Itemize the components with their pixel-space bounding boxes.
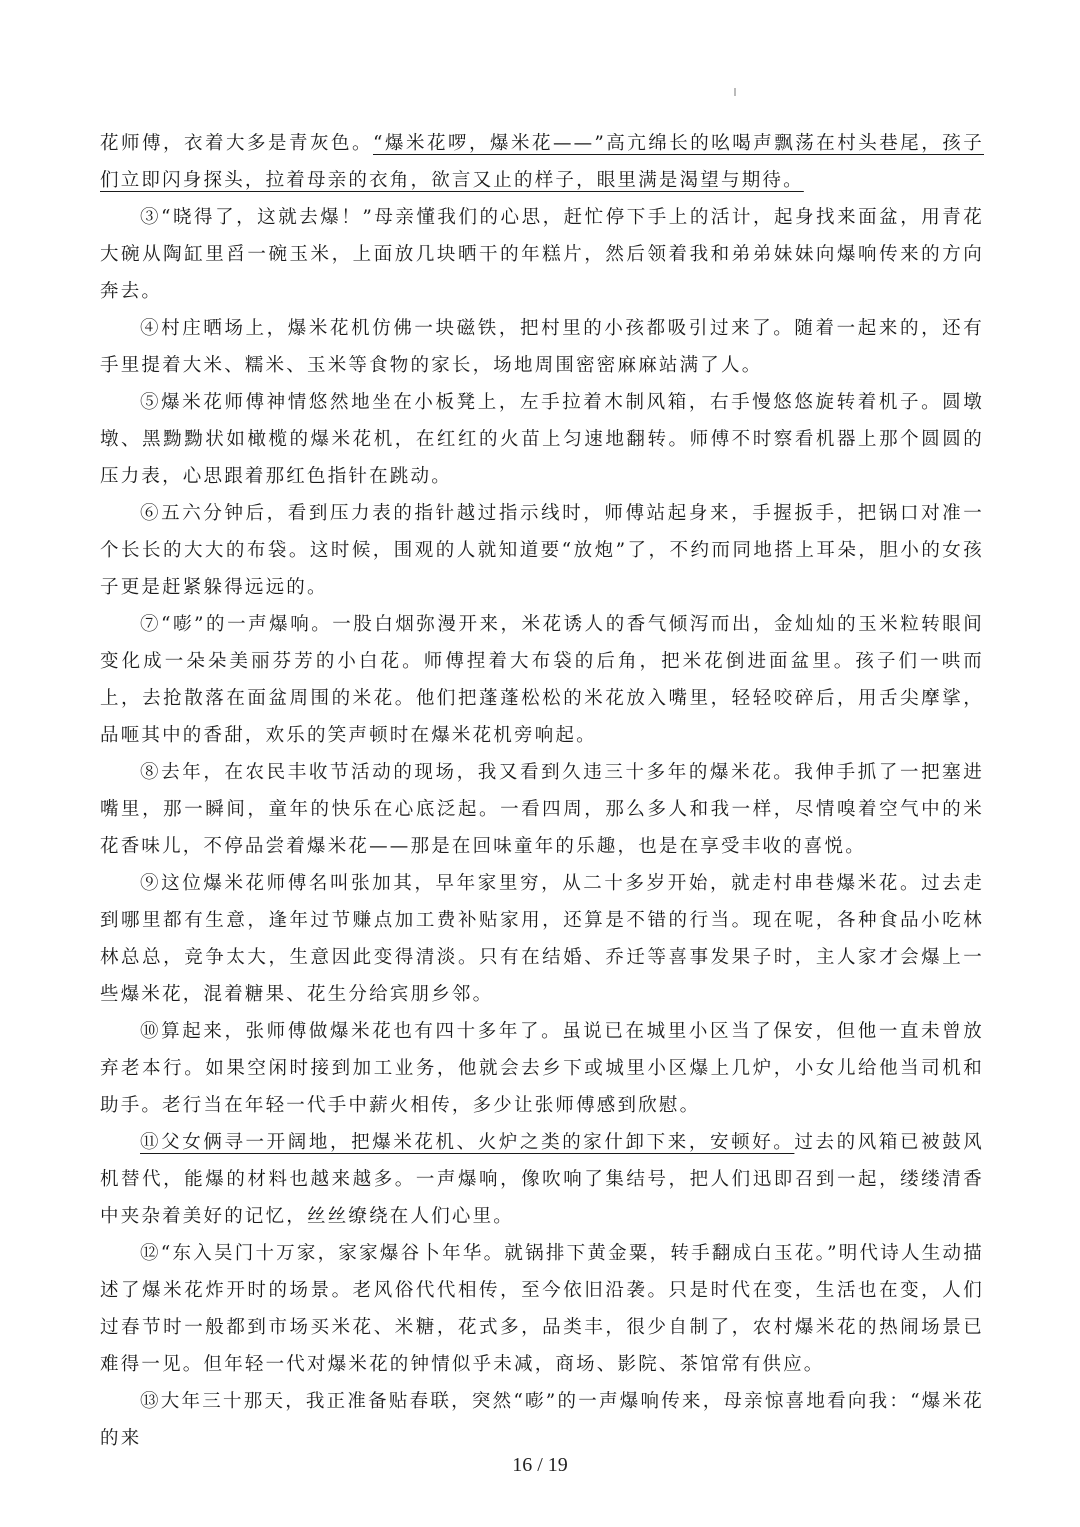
paragraph-p6 — [100, 495, 984, 606]
page-number: 16 / 19 — [512, 1454, 568, 1476]
paragraph-p7 — [100, 606, 984, 754]
paragraph-text: ⑦“嘭”的一声爆响。一股白烟弥漫开来，米花诱人的香气倾泻而出，金灿灿的玉米粒转眼间变化成一朵朵美丽芬芳的小白花。师傅捏着大布袋的后角，把米花倒进面盆里。孩子们一哄而上，去抢散落在面盆周围的米花。他们把蓬蓬松松的米花放入嘴里，轻轻咬碎后，用舌尖摩挲，品咂其中的香甜，欢乐的笑声顿时在爆米花机旁响起。 — [100, 614, 984, 746]
paragraph-p13-head — [100, 1383, 984, 1457]
paragraph-text: ⑤爆米花师傅神情悠然地坐在小板凳上，左手拉着木制风箱，右手慢悠悠旋转着机子。圆墩墩、黑黝黝状如橄榄的爆米花机，在红红的火苗上匀速地翻转。师傅不时察看机器上那个圆圆的压力表，心思跟着那红色指针在跳动。 — [100, 392, 984, 487]
paragraph-text: ⑬大年三十那天，我正准备贴春联，突然“嘭”的一声爆响传来，母亲惊喜地看向我：“爆米花的来 — [100, 1391, 984, 1449]
article-body — [100, 125, 984, 1457]
paragraph-p2-tail — [100, 125, 984, 199]
paragraph-p10 — [100, 1013, 984, 1124]
paragraph-text: ⑫“东入吴门十万家，家家爆谷卜年华。就锅排下黄金粟，转手翻成白玉花。”明代诗人生动描述了爆米花炸开时的场景。老风俗代代相传，至今依旧沿袭。只是时代在变，生活也在变，人们过春节时一般都到市场买米花、米糖，花式多，品类丰，很少自制了，农村爆米花的热闹场景已难得一见。但年轻一代对爆米花的钟情似乎未减，商场、影院、茶馆常有供应。 — [100, 1243, 984, 1375]
paragraph-p12 — [100, 1235, 984, 1383]
scan-mark — [734, 88, 736, 96]
underlined-text: ⑪父女俩寻一开阔地，把爆米花机、火炉之类的家什卸下来，安顿好。 — [140, 1132, 795, 1153]
underlined-text: “爆米花啰，爆米花——”高亢绵长的吆喝声飘荡在村头巷尾，孩子们立即闪身探头，拉着母亲的衣角，欲言又止的样子，眼里满是渴望与期待。 — [100, 133, 984, 191]
paragraph-text: ⑩算起来，张师傅做爆米花也有四十多年了。虽说已在城里小区当了保安，但他一直未曾放弃老本行。如果空闲时接到加工业务，他就会去乡下或城里小区爆上几炉，小女儿给他当司机和助手。老行当在年轻一代手中薪火相传，多少让张师傅感到欣慰。 — [100, 1021, 984, 1116]
paragraph-text: ⑥五六分钟后，看到压力表的指针越过指示线时，师傅站起身来，手握扳手，把锅口对准一个长长的大大的布袋。这时候，围观的人就知道要“放炮”了，不约而同地搭上耳朵，胆小的女孩子更是赶紧躲得远远的。 — [100, 503, 984, 598]
paragraph-p8 — [100, 754, 984, 865]
paragraph-p9 — [100, 865, 984, 1013]
paragraph-text: ④村庄晒场上，爆米花机仿佛一块磁铁，把村里的小孩都吸引过来了。随着一起来的，还有手里提着大米、糯米、玉米等食物的家长，场地周围密密麻麻站满了人。 — [100, 318, 984, 376]
paragraph-p4 — [100, 310, 984, 384]
paragraph-text: ⑧去年，在农民丰收节活动的现场，我又看到久违三十多年的爆米花。我伸手抓了一把塞进嘴里，那一瞬间，童年的快乐在心底泛起。一看四周，那么多人和我一样，尽情嗅着空气中的米花香味儿，不停品尝着爆米花——那是在回味童年的乐趣，也是在享受丰收的喜悦。 — [100, 762, 984, 857]
paragraph-text: 花师傅，衣着大多是青灰色。 — [100, 133, 373, 154]
paragraph-text: 过去的风箱已被鼓风机替代，能爆的材料也越来越多。一声爆响，像吹响了集结号，把人们迅即召到一起，缕缕清香中夹杂着美好的记忆，丝丝缭绕在人们心里。 — [100, 1132, 985, 1227]
paragraph-text: ③“晓得了，这就去爆！”母亲懂我们的心思，赶忙停下手上的活计，起身找来面盆，用青花大碗从陶缸里舀一碗玉米，上面放几块晒干的年糕片，然后领着我和弟弟妹妹向爆响传来的方向奔去。 — [100, 207, 984, 302]
paragraph-p3 — [100, 199, 984, 310]
paragraph-p11 — [100, 1124, 984, 1235]
paragraph-p5 — [100, 384, 984, 495]
paragraph-text: ⑨这位爆米花师傅名叫张加其，早年家里穷，从二十多岁开始，就走村串巷爆米花。过去走到哪里都有生意，逢年过节赚点加工费补贴家用，还算是不错的行当。现在呢，各种食品小吃林林总总，竞争太大，生意因此变得清淡。只有在结婚、乔迁等喜事发果子时，主人家才会爆上一些爆米花，混着糖果、花生分给宾朋乡邻。 — [100, 873, 984, 1005]
